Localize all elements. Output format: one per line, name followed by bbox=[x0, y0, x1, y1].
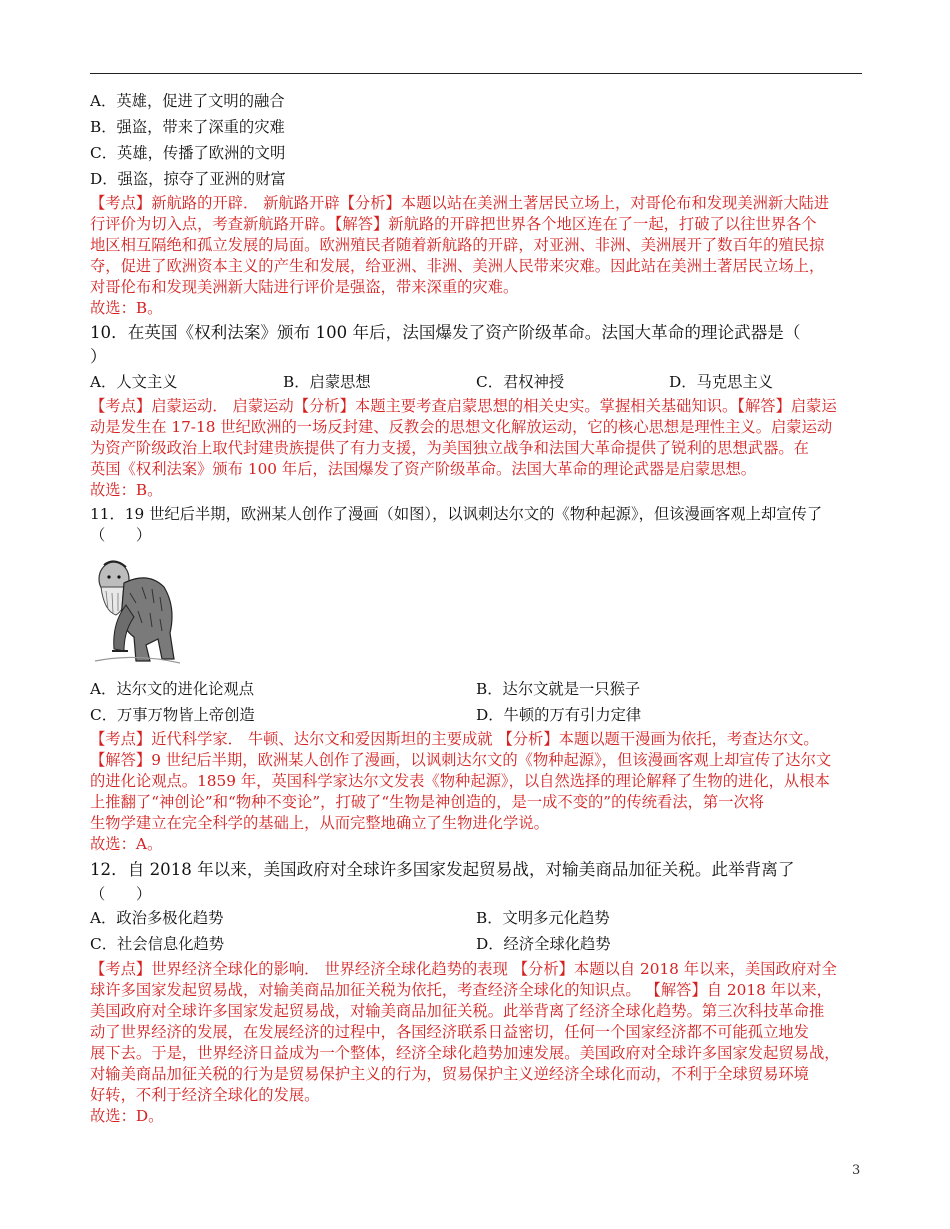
q9-explanation-line: 夺，促进了欧洲资本主义的产生和发展，给亚洲、非洲、美洲人民带来灾难。因此站在美洲土著居民立场上， bbox=[90, 257, 825, 275]
q11-explanation-line: 的进化论观点。1859 年，英国科学家达尔文发表《物种起源》，以自然选择的理论解释了生物的进化，从根本 bbox=[90, 772, 830, 790]
q11-answer: 故选：A。 bbox=[90, 835, 163, 853]
q10-stem-cont: ） bbox=[90, 347, 107, 366]
q12-explanation-line: 展下去。于是，世界经济日益成为一个整体，经济全球化趋势加速发展。美国政府对全球许多国家发起贸易战， bbox=[90, 1044, 840, 1062]
q9-answer: 故选：B。 bbox=[90, 299, 163, 317]
page-number: 3 bbox=[852, 1163, 861, 1178]
q10-option-a: A．人文主义 bbox=[90, 373, 178, 391]
q11-option-b: B．达尔文就是一只猴子 bbox=[476, 680, 641, 698]
q11-explanation-line: 【考点】近代科学家． 牛顿、达尔文和爱因斯坦的主要成就 【分析】本题以题干漫画为依托，考查达尔文。 bbox=[90, 730, 819, 748]
q10-option-b: B．启蒙思想 bbox=[283, 373, 371, 391]
q12-answer: 故选：D。 bbox=[90, 1107, 164, 1125]
q10-explanation-line: 英国《权利法案》颁布 100 年后，法国爆发了资产阶级革命。法国大革命的理论武器是启蒙思想。 bbox=[90, 460, 757, 478]
q11-stem-cont: （ ） bbox=[90, 526, 152, 544]
q12-option-a: A．政治多极化趋势 bbox=[90, 909, 224, 927]
q11-option-d: D．牛顿的万有引力定律 bbox=[476, 706, 642, 724]
q11-option-a: A．达尔文的进化论观点 bbox=[90, 680, 255, 698]
q11-explanation-line: 生物学建立在完全科学的基础上，从而完整地确立了生物进化学说。 bbox=[90, 814, 549, 832]
q11-explanation-line: 上推翻了“神创论”和“物种不变论”，打破了“生物是神创造的，是一成不变的”的传统看法，第一次将 bbox=[90, 793, 765, 811]
q9-explanation-line: 对哥伦布和发现美洲新大陆进行评价是强盗，带来深重的灾难。 bbox=[90, 278, 519, 296]
q12-explanation-line: 动了世界经济的发展，在发展经济的过程中，各国经济联系日益密切，任何一个国家经济都不可能孤立地发 bbox=[90, 1023, 809, 1041]
q12-explanation-line: 美国政府对全球许多国家发起贸易战，对输美商品加征关税。此举背离了经济全球化趋势。第三次科技革命推 bbox=[90, 1002, 825, 1020]
q12-stem-cont: （ ） bbox=[90, 885, 152, 903]
q12-explanation-line: 对输美商品加征关税的行为是贸易保护主义的行为，贸易保护主义逆经济全球化而动，不利于全球贸易环境 bbox=[90, 1065, 809, 1083]
q10-option-c: C．君权神授 bbox=[476, 373, 565, 391]
q12-option-d: D．经济全球化趋势 bbox=[476, 935, 611, 953]
q12-explanation-line: 球许多国家发起贸易战，对输美商品加征关税为依托，考查经济全球化的知识点。 【解答】自 2018 年以来， bbox=[90, 981, 832, 999]
q9-option-c: C．英雄，传播了欧洲的文明 bbox=[90, 144, 286, 162]
q9-option-b: B．强盗，带来了深重的灾难 bbox=[90, 118, 285, 136]
q12-explanation-line: 好转，不利于经济全球化的发展。 bbox=[90, 1086, 320, 1104]
q10-option-d: D．马克思主义 bbox=[669, 373, 774, 391]
q12-explanation-line: 【考点】世界经济全球化的影响． 世界经济全球化趋势的表现 【分析】本题以自 2018 年以来，美国政府对全 bbox=[90, 960, 837, 978]
q9-option-d: D．强盗，掠夺了亚洲的财富 bbox=[90, 170, 286, 188]
q12-stem: 12．自 2018 年以来，美国政府对全球许多国家发起贸易战，对输美商品加征关税。此举背离了 bbox=[90, 860, 795, 879]
q10-stem: 10．在英国《权利法案》颁布 100 年后，法国爆发了资产阶级革命。法国大革命的理论武器是（ bbox=[90, 323, 801, 342]
q10-answer: 故选：B。 bbox=[90, 481, 163, 499]
q10-explanation-line: 【考点】启蒙运动． 启蒙运动【分析】本题主要考查启蒙思想的相关史实。掌握相关基础知识。【解答】启蒙运 bbox=[90, 397, 837, 415]
q9-explanation-line: 【考点】新航路的开辟． 新航路开辟【分析】本题以站在美洲土著居民立场上，对哥伦布和发现美洲新大陆进 bbox=[90, 194, 830, 212]
q9-explanation-line: 行评价为切入点，考查新航路开辟。【解答】新航路的开辟把世界各个地区连在了一起，打破了以往世界各个 bbox=[90, 215, 817, 233]
q11-explanation-line: 【解答】9 世纪后半期，欧洲某人创作了漫画，以讽刺达尔文的《物种起源》，但该漫画客观上却宣传了达尔文 bbox=[90, 751, 832, 769]
q11-option-c: C．万事万物皆上帝创造 bbox=[90, 706, 255, 724]
header-rule bbox=[90, 73, 862, 74]
q10-explanation-line: 为资产阶级政治上取代封建贵族提供了有力支援，为美国独立战争和法国大革命提供了锐利的思想武器。在 bbox=[90, 439, 809, 457]
q9-explanation-line: 地区相互隔绝和孤立发展的局面。欧洲殖民者随着新航路的开辟，对亚洲、非洲、美洲展开了数百年的殖民掠 bbox=[90, 236, 825, 254]
q12-option-c: C．社会信息化趋势 bbox=[90, 935, 225, 953]
q10-explanation-line: 动是发生在 17-18 世纪欧洲的一场反封建、反教会的思想文化解放运动，它的核心思想是理性主义。启蒙运动 bbox=[90, 418, 833, 436]
darwin-ape-caricature-image bbox=[90, 553, 182, 668]
q9-option-a: A．英雄，促进了文明的融合 bbox=[90, 92, 285, 110]
q11-stem: 11．19 世纪后半期，欧洲某人创作了漫画（如图），以讽刺达尔文的《物种起源》，但该漫画客观上却宣传了 bbox=[90, 505, 823, 523]
q12-option-b: B．文明多元化趋势 bbox=[476, 909, 610, 927]
